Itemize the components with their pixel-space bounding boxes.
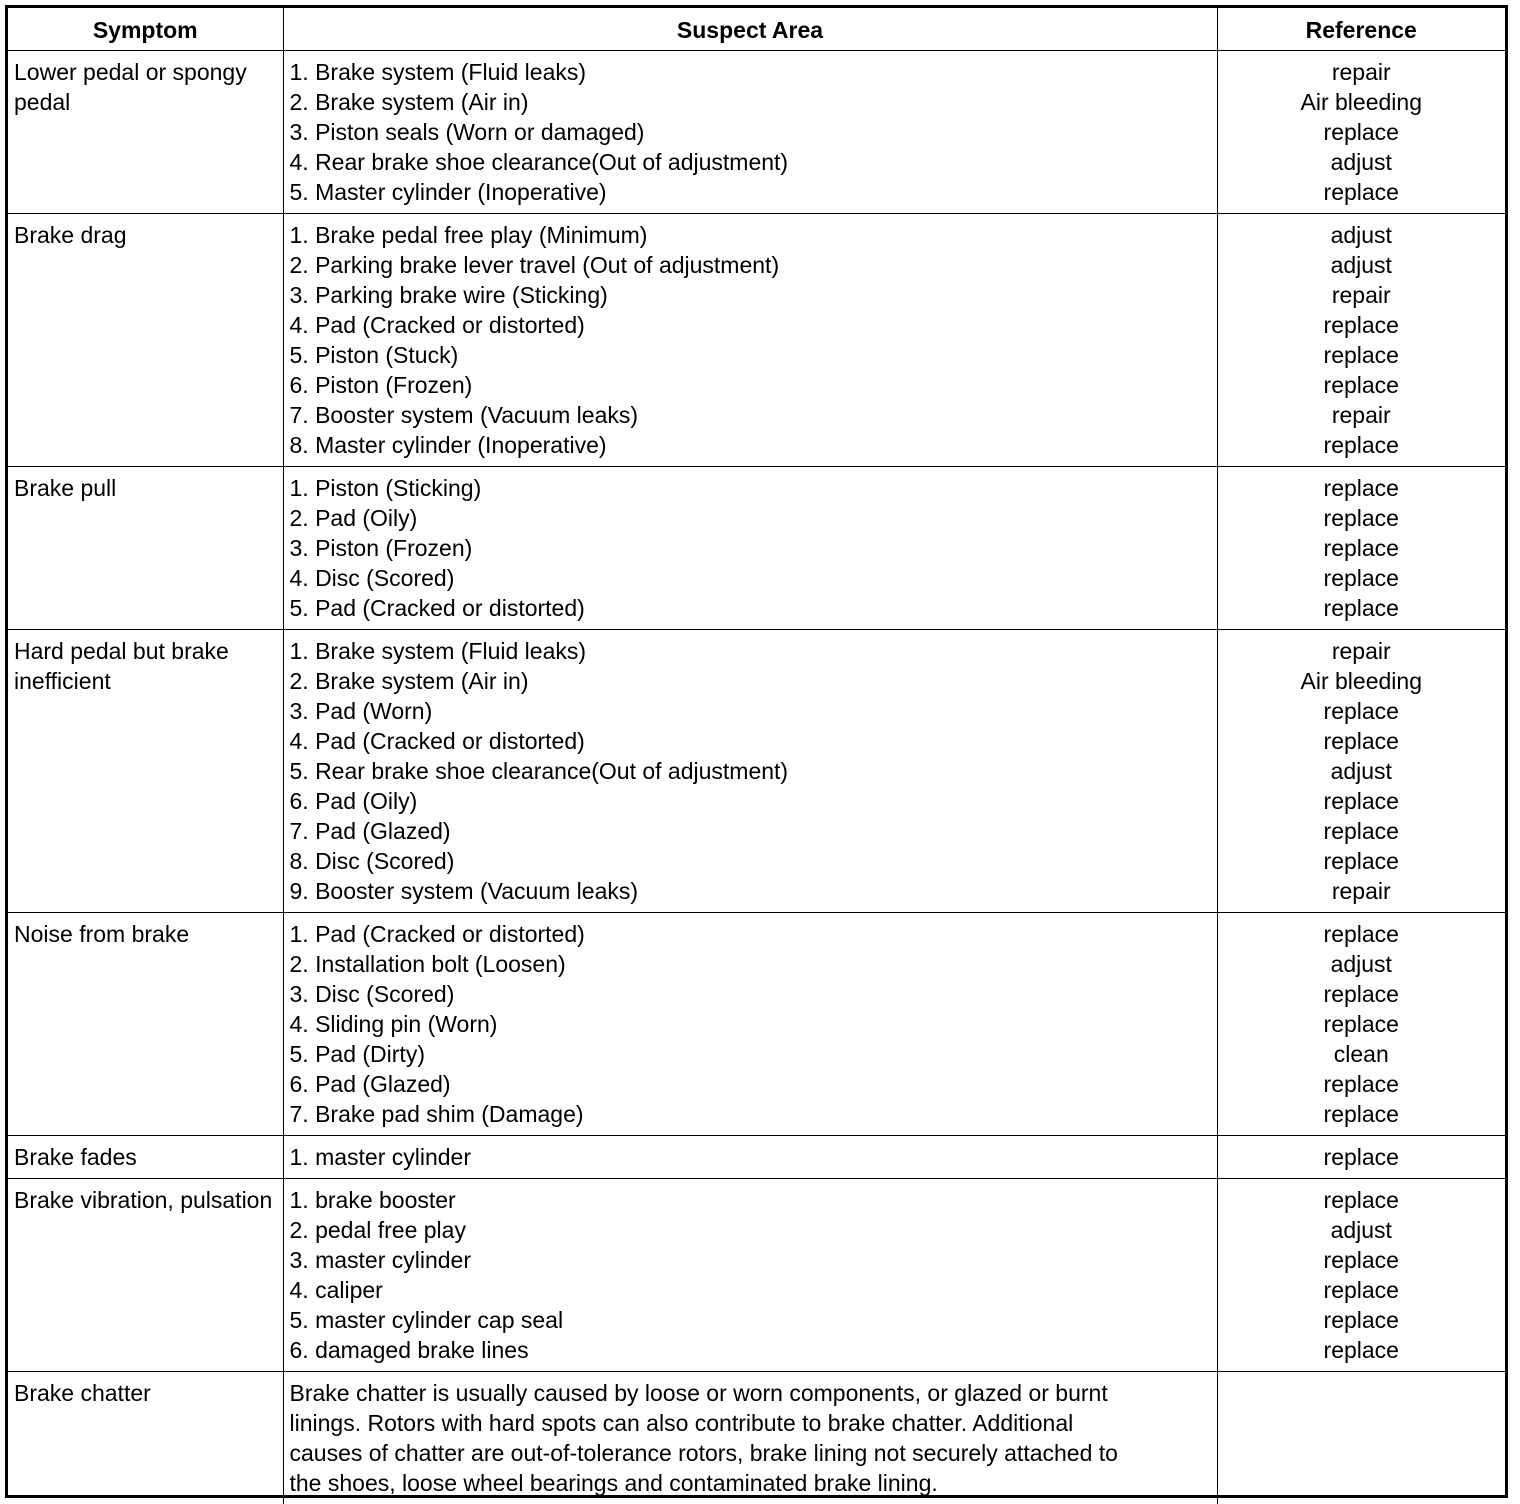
reference-item: replace xyxy=(1323,119,1399,145)
reference-item: replace xyxy=(1323,1277,1399,1303)
suspect-area-item: 7. Booster system (Vacuum leaks) xyxy=(289,402,639,428)
symptom-cell: Brake fades xyxy=(8,1136,283,1179)
suspect-area-item: 3. Piston (Frozen) xyxy=(289,535,473,561)
symptom-cell: Brake drag xyxy=(8,214,283,467)
reference-item: replace xyxy=(1323,505,1399,531)
reference-item: replace xyxy=(1323,372,1399,398)
reference-item: Air bleeding xyxy=(1300,89,1422,115)
reference-item: adjust xyxy=(1330,1217,1392,1243)
chatter-note-line: the shoes, loose wheel bearings and contaminated brake lining. xyxy=(289,1470,938,1496)
reference-item: replace xyxy=(1323,312,1399,338)
reference-header: Reference xyxy=(1217,8,1505,51)
reference-item: repair xyxy=(1331,59,1391,85)
reference-item: adjust xyxy=(1330,149,1392,175)
suspect-area-item: 1. Brake pedal free play (Minimum) xyxy=(289,222,648,248)
suspect-area-item: 8. Disc (Scored) xyxy=(289,848,455,874)
reference-cell xyxy=(1217,913,1505,1136)
chatter-note-line: Brake chatter is usually caused by loose or worn components, or glazed or burnt xyxy=(289,1380,1108,1406)
reference-item: adjust xyxy=(1330,252,1392,278)
reference-cell xyxy=(1217,1179,1505,1372)
suspect-area-item: 2. Brake system (Air in) xyxy=(289,668,529,694)
suspect-area-item: 1. brake booster xyxy=(289,1187,456,1213)
reference-item: replace xyxy=(1323,342,1399,368)
suspect-area-item: 1. Brake system (Fluid leaks) xyxy=(289,59,587,85)
symptom-cell: Noise from brake xyxy=(8,913,283,1136)
table-row xyxy=(8,214,1505,467)
suspect-area-item: 2. pedal free play xyxy=(289,1217,466,1243)
suspect-area-item: 1. Pad (Cracked or distorted) xyxy=(289,921,585,947)
suspect-area-cell xyxy=(283,1136,1217,1179)
reference-item: replace xyxy=(1323,595,1399,621)
table-row xyxy=(8,467,1505,630)
reference-item: replace xyxy=(1323,1187,1399,1213)
reference-item: replace xyxy=(1323,1307,1399,1333)
suspect-area-item: 4. Pad (Cracked or distorted) xyxy=(289,312,585,338)
suspect-area-item: 8. Master cylinder (Inoperative) xyxy=(289,432,607,458)
suspect-area-item: 2. Brake system (Air in) xyxy=(289,89,529,115)
reference-item: replace xyxy=(1323,1337,1399,1363)
table-row xyxy=(8,51,1505,214)
suspect-area-item: 6. Pad (Oily) xyxy=(289,788,418,814)
reference-item: replace xyxy=(1323,818,1399,844)
suspect-area-item: 6. damaged brake lines xyxy=(289,1337,529,1363)
reference-item: adjust xyxy=(1330,758,1392,784)
reference-item: repair xyxy=(1331,878,1391,904)
reference-item: replace xyxy=(1323,565,1399,591)
suspect-area-cell xyxy=(283,1179,1217,1372)
reference-item: replace xyxy=(1323,1247,1399,1273)
suspect-area-cell xyxy=(283,913,1217,1136)
suspect-area-item: 5. Rear brake shoe clearance(Out of adjustment) xyxy=(289,758,789,784)
suspect-area-item: 1. Brake system (Fluid leaks) xyxy=(289,638,587,664)
suspect-area-cell xyxy=(283,51,1217,214)
suspect-area-item: 3. Piston seals (Worn or damaged) xyxy=(289,119,645,145)
reference-item: replace xyxy=(1323,728,1399,754)
table-body xyxy=(8,51,1505,1504)
suspect-area-item: 2. Pad (Oily) xyxy=(289,505,418,531)
table-row xyxy=(8,913,1505,1136)
suspect-area-cell xyxy=(283,630,1217,913)
suspect-area-item: 1. master cylinder xyxy=(289,1144,472,1170)
reference-item: replace xyxy=(1323,1011,1399,1037)
reference-item: replace xyxy=(1323,788,1399,814)
reference-item: adjust xyxy=(1330,222,1392,248)
table-row xyxy=(8,1136,1505,1179)
reference-item: replace xyxy=(1323,848,1399,874)
symptom-cell: Brake chatter xyxy=(8,1372,283,1504)
suspect-area-item: 4. Pad (Cracked or distorted) xyxy=(289,728,585,754)
table-row xyxy=(8,1179,1505,1372)
reference-item: repair xyxy=(1331,282,1391,308)
symptom-cell: Lower pedal or spongy pedal xyxy=(8,51,283,214)
reference-item: replace xyxy=(1323,1071,1399,1097)
suspect-area-item: 7. Brake pad shim (Damage) xyxy=(289,1101,584,1127)
reference-item: Air bleeding xyxy=(1300,668,1422,694)
suspect-area-item: 2. Parking brake lever travel (Out of adjustment) xyxy=(289,252,780,278)
chatter-note-line: linings. Rotors with hard spots can also contribute to brake chatter. Additional xyxy=(289,1410,1074,1436)
header-row xyxy=(8,8,1505,51)
suspect-area-cell xyxy=(283,214,1217,467)
suspect-area-item: 1. Piston (Sticking) xyxy=(289,475,482,501)
suspect-area-cell xyxy=(283,467,1217,630)
reference-cell xyxy=(1217,51,1505,214)
reference-item: replace xyxy=(1323,981,1399,1007)
reference-item: replace xyxy=(1323,698,1399,724)
reference-cell xyxy=(1217,1136,1505,1179)
suspect-area-item: 4. Sliding pin (Worn) xyxy=(289,1011,498,1037)
reference-cell xyxy=(1217,630,1505,913)
suspect-area-item: 2. Installation bolt (Loosen) xyxy=(289,951,566,977)
reference-item: adjust xyxy=(1330,951,1392,977)
reference-item: repair xyxy=(1331,402,1391,428)
suspect-area-item: 4. Rear brake shoe clearance(Out of adjustment) xyxy=(289,149,789,175)
chatter-note-cell xyxy=(283,1372,1217,1504)
reference-item: replace xyxy=(1323,432,1399,458)
symptom-cell: Brake pull xyxy=(8,467,283,630)
suspect-area-item: 3. Disc (Scored) xyxy=(289,981,455,1007)
suspect-area-item: 9. Booster system (Vacuum leaks) xyxy=(289,878,639,904)
reference-cell xyxy=(1217,467,1505,630)
brake-diagnostic-table xyxy=(8,8,1505,1504)
suspect-area-item: 6. Pad (Glazed) xyxy=(289,1071,451,1097)
reference-item: replace xyxy=(1323,475,1399,501)
suspect-area-item: 5. Master cylinder (Inoperative) xyxy=(289,179,607,205)
suspect-area-item: 7. Pad (Glazed) xyxy=(289,818,451,844)
reference-cell xyxy=(1217,1372,1505,1504)
diagnostic-table-container xyxy=(5,5,1508,1498)
suspect-area-item: 5. Piston (Stuck) xyxy=(289,342,459,368)
reference-item: replace xyxy=(1323,179,1399,205)
table-row xyxy=(8,630,1505,913)
reference-item: clean xyxy=(1333,1041,1389,1067)
suspect-area-item: 3. Parking brake wire (Sticking) xyxy=(289,282,608,308)
suspect-area-item: 6. Piston (Frozen) xyxy=(289,372,473,398)
reference-item: replace xyxy=(1323,921,1399,947)
suspect-area-item: 3. master cylinder xyxy=(289,1247,472,1273)
reference-item: replace xyxy=(1323,1101,1399,1127)
suspect-area-item: 4. Disc (Scored) xyxy=(289,565,455,591)
suspect-area-item: 3. Pad (Worn) xyxy=(289,698,433,724)
symptom-cell: Hard pedal but brake inefficient xyxy=(8,630,283,913)
reference-item: replace xyxy=(1323,1144,1399,1170)
symptom-header: Symptom xyxy=(8,8,283,51)
suspect-area-item: 5. Pad (Dirty) xyxy=(289,1041,425,1067)
suspect-area-item: 5. master cylinder cap seal xyxy=(289,1307,564,1333)
table-row-chatter xyxy=(8,1372,1505,1504)
suspect-area-item: 4. caliper xyxy=(289,1277,383,1303)
reference-item: replace xyxy=(1323,535,1399,561)
reference-cell xyxy=(1217,214,1505,467)
symptom-cell: Brake vibration, pulsation xyxy=(8,1179,283,1372)
suspect-area-item: 5. Pad (Cracked or distorted) xyxy=(289,595,585,621)
reference-item: repair xyxy=(1331,638,1391,664)
suspect-area-header: Suspect Area xyxy=(283,8,1217,51)
chatter-note-line: causes of chatter are out-of-tolerance rotors, brake lining not securely attached to xyxy=(289,1440,1118,1466)
